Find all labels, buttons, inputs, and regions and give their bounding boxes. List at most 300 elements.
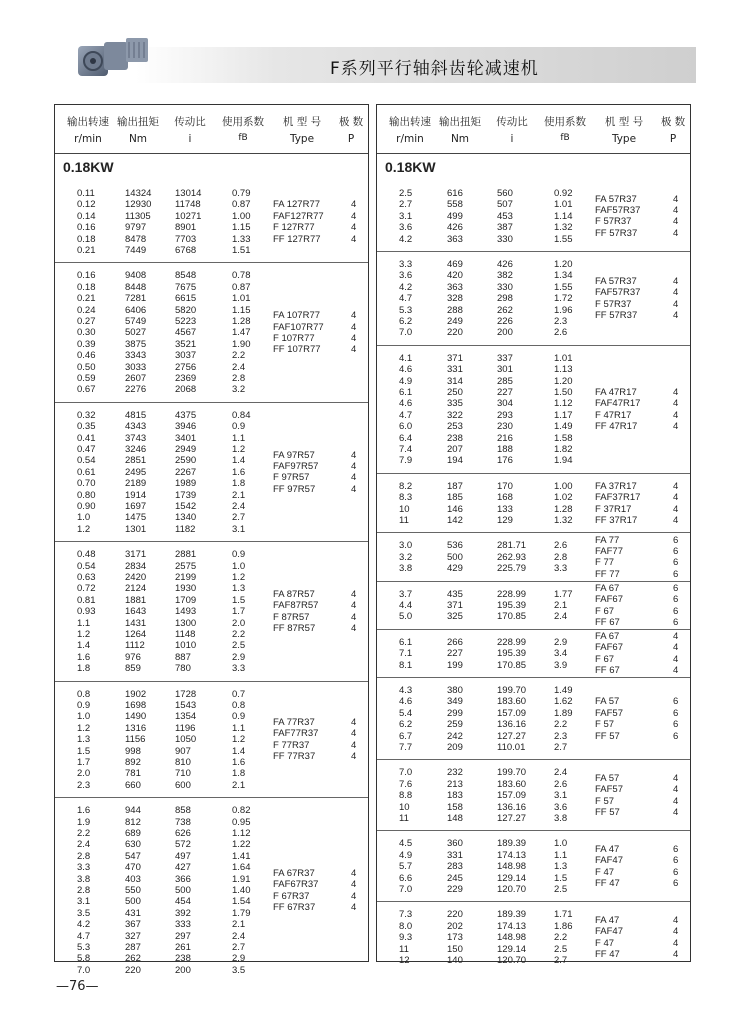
table-cell: 1.01 — [554, 352, 573, 364]
table-cell: 8901 — [175, 222, 197, 234]
table-cell: 0.87 — [232, 281, 251, 293]
column-header-unit: Type — [611, 133, 637, 145]
table-row — [55, 942, 368, 953]
pole-count: 4 — [673, 653, 679, 665]
model-row — [273, 879, 363, 890]
model-row — [595, 719, 685, 730]
table-cell: 1.90 — [232, 338, 251, 350]
table-cell: 199 — [447, 659, 463, 671]
table-cell: 1.0 — [77, 512, 91, 524]
model-type: F 57 — [595, 795, 615, 807]
table-cell: 2.5 — [554, 943, 568, 955]
model-type: FF 67 — [595, 665, 620, 677]
model-row — [595, 878, 685, 889]
table-cell: 2.9 — [232, 953, 246, 965]
table-cell: 2949 — [175, 443, 197, 455]
column-header-label: 输出扭矩 — [117, 116, 159, 128]
table-cell: 3.8 — [77, 873, 91, 885]
table-block — [377, 473, 690, 534]
table-cell: 1.2 — [232, 571, 246, 583]
pole-count: 4 — [351, 310, 357, 322]
model-row — [595, 642, 685, 653]
model-group — [273, 717, 363, 763]
table-cell: 301 — [497, 364, 513, 376]
page-header — [0, 0, 750, 96]
model-type: F 127R77 — [273, 222, 315, 234]
table-cell: 1.12 — [232, 827, 251, 839]
table-cell: 366 — [175, 873, 191, 885]
table-cell: 626 — [175, 827, 191, 839]
table-cell: 1490 — [125, 711, 147, 723]
model-row — [595, 696, 685, 707]
model-group — [595, 481, 685, 527]
column-header-unit: r/min — [74, 133, 102, 145]
model-type: FF 57 — [595, 730, 620, 742]
model-row — [595, 194, 685, 205]
table-cell: 249 — [447, 316, 463, 327]
table-cell: 7.0 — [399, 327, 413, 339]
table-cell: 127.27 — [497, 730, 527, 742]
model-type: F 87R57 — [273, 611, 310, 623]
table-cell: 213 — [447, 778, 463, 790]
table-cell: 427 — [175, 862, 191, 874]
table-cell: 1.7 — [232, 606, 246, 618]
table-row — [55, 384, 368, 395]
pole-count: 4 — [673, 492, 679, 504]
model-row — [595, 410, 685, 421]
pole-count: 4 — [351, 879, 357, 891]
model-type: F 47 — [595, 937, 615, 949]
table-cell: 2.4 — [232, 930, 246, 942]
table-cell: 998 — [125, 745, 141, 757]
table-row — [55, 433, 368, 444]
pole-count: 4 — [673, 409, 679, 421]
model-row — [595, 915, 685, 926]
pole-count: 4 — [351, 890, 357, 902]
table-cell: 2.9 — [232, 651, 246, 663]
table-row — [377, 327, 690, 338]
model-type: FA 67 — [595, 631, 620, 643]
table-cell: 1.14 — [554, 210, 573, 222]
table-cell: 173 — [447, 932, 463, 944]
table-cell: 1542 — [175, 500, 197, 512]
table-cell: 10 — [399, 503, 410, 515]
model-row — [595, 807, 685, 818]
table-cell: 2851 — [125, 455, 147, 467]
table-cell: 1739 — [175, 489, 197, 501]
table-row — [55, 817, 368, 828]
table-row — [377, 444, 690, 455]
model-row — [595, 949, 685, 960]
table-cell: 1.54 — [232, 896, 251, 908]
table-cell: 500 — [175, 884, 191, 896]
pole-count: 6 — [673, 844, 679, 856]
model-row — [595, 504, 685, 515]
table-block — [377, 759, 690, 831]
table-cell: 0.61 — [77, 466, 96, 478]
table-cell: 0.78 — [232, 270, 251, 282]
table-cell: 0.80 — [77, 489, 96, 501]
model-type: FF 57R37 — [595, 310, 638, 322]
table-cell: 266 — [447, 636, 463, 648]
model-type: FF 127R77 — [273, 233, 321, 245]
table-cell: 0.84 — [232, 409, 251, 421]
table-cell: 4.9 — [399, 375, 413, 387]
table-cell: 0.82 — [232, 805, 251, 817]
table-cell: 1.13 — [554, 364, 573, 376]
table-cell: 0.14 — [77, 210, 96, 222]
table-cell: 6.4 — [399, 432, 413, 444]
table-cell: 1.62 — [554, 696, 573, 708]
model-row — [273, 891, 363, 902]
table-cell: 4.4 — [399, 599, 413, 611]
table-cell: 2.8 — [232, 372, 246, 384]
table-cell: 314 — [447, 375, 463, 387]
table-row — [55, 839, 368, 850]
pole-count: 4 — [351, 600, 357, 612]
table-cell: 403 — [125, 873, 141, 885]
table-cell: 11 — [399, 812, 409, 824]
table-cell: 261 — [175, 941, 191, 953]
table-cell: 0.59 — [77, 372, 96, 384]
model-type: FAF67 — [595, 642, 623, 654]
table-cell: 133 — [497, 503, 513, 515]
model-row — [273, 211, 363, 222]
table-block — [377, 251, 690, 346]
table-cell: 560 — [497, 188, 513, 199]
table-cell: 228.99 — [497, 636, 527, 648]
table-cell: 3.3 — [399, 259, 413, 270]
table-cell: 1.77 — [554, 588, 573, 600]
table-cell: 536 — [447, 540, 463, 552]
table-block — [55, 262, 368, 402]
table-cell: 5820 — [175, 304, 197, 316]
table-row — [377, 433, 690, 444]
table-cell: 2.7 — [554, 954, 568, 966]
model-type: FA 107R77 — [273, 310, 321, 322]
table-cell: 2.1 — [232, 489, 246, 501]
model-type: FF 47 — [595, 878, 620, 890]
table-cell: 1.8 — [232, 768, 246, 780]
pole-count: 4 — [351, 199, 357, 211]
table-cell: 1.86 — [554, 920, 573, 932]
table-cell: 499 — [447, 210, 463, 222]
table-cell: 183 — [447, 790, 463, 802]
table-cell: 183.60 — [497, 778, 527, 790]
table-cell: 325 — [447, 611, 463, 623]
model-type: FAF37R17 — [595, 492, 641, 504]
table-cell: 7.1 — [399, 648, 413, 660]
table-cell: 0.54 — [77, 455, 96, 467]
table-cell: 859 — [125, 663, 141, 675]
table-row — [55, 245, 368, 256]
table-row — [55, 270, 368, 281]
table-cell: 1643 — [125, 606, 147, 618]
model-row — [595, 481, 685, 492]
model-type: FAF127R77 — [273, 210, 324, 222]
model-type: FAF57R37 — [595, 205, 641, 217]
model-row — [595, 617, 685, 628]
column-header-unit: i — [510, 133, 514, 145]
table-cell: 572 — [175, 839, 191, 851]
table-cell: 2.4 — [77, 839, 91, 851]
pole-count: 4 — [351, 233, 357, 245]
model-row — [595, 731, 685, 742]
table-cell: 1.15 — [232, 222, 251, 234]
model-type: FA 77R37 — [273, 717, 315, 729]
table-cell: 2495 — [125, 466, 147, 478]
table-cell: 327 — [125, 930, 141, 942]
model-row — [595, 844, 685, 855]
table-row — [55, 373, 368, 384]
table-cell: 1.28 — [554, 503, 573, 515]
table-cell: 1.12 — [554, 398, 573, 410]
model-type: F 57R37 — [595, 216, 632, 228]
table-cell: 4.2 — [77, 919, 91, 931]
power-label: 0.18KW — [385, 159, 436, 175]
table-cell: 2.6 — [554, 327, 568, 339]
model-group — [595, 773, 685, 819]
model-type: F 77 — [595, 557, 615, 569]
table-row — [55, 362, 368, 373]
table-cell: 1.2 — [77, 628, 91, 640]
table-cell: 1.3 — [77, 734, 91, 746]
table-cell: 262.93 — [497, 551, 527, 563]
table-cell: 2369 — [175, 372, 197, 384]
table-block — [377, 629, 690, 678]
pole-count: 6 — [673, 568, 679, 580]
table-cell: 1914 — [125, 489, 147, 501]
table-cell: 185 — [447, 492, 463, 504]
table-cell: 3.0 — [399, 540, 413, 552]
model-row — [273, 868, 363, 879]
table-cell: 1.32 — [554, 222, 573, 234]
table-cell: 1.89 — [554, 707, 573, 719]
table-cell: 3.3 — [77, 862, 91, 874]
pole-count: 4 — [351, 589, 357, 601]
model-row — [273, 222, 363, 233]
table-cell: 10 — [399, 801, 410, 813]
model-row — [595, 216, 685, 227]
pole-count: 6 — [673, 696, 679, 708]
table-cell: 220 — [125, 964, 141, 976]
table-cell: 8448 — [125, 281, 147, 293]
table-cell: 288 — [447, 304, 463, 316]
table-cell: 616 — [447, 188, 463, 199]
model-type: FA 47R17 — [595, 386, 637, 398]
table-cell: 0.9 — [77, 699, 91, 711]
table-row — [377, 685, 690, 696]
table-cell: 6.1 — [399, 386, 413, 398]
model-type: FF 77 — [595, 568, 620, 580]
table-cell: 1.00 — [232, 210, 251, 222]
table-row — [55, 689, 368, 700]
model-type: FA 57 — [595, 773, 620, 785]
table-row — [55, 640, 368, 651]
table-cell: 2756 — [175, 361, 197, 373]
model-group — [595, 583, 685, 629]
table-cell: 195.39 — [497, 648, 527, 660]
table-cell: 3.1 — [77, 896, 91, 908]
table-cell: 3343 — [125, 350, 147, 362]
table-cell: 168 — [497, 492, 513, 504]
model-row — [273, 472, 363, 483]
table-cell: 238 — [175, 953, 191, 965]
model-row — [273, 310, 363, 321]
table-cell: 371 — [447, 352, 463, 364]
table-cell: 2881 — [175, 549, 197, 561]
table-cell: 600 — [175, 779, 191, 791]
pole-count: 4 — [673, 310, 679, 322]
table-cell: 1930 — [175, 583, 197, 595]
table-cell: 7.0 — [399, 883, 413, 895]
table-cell: 1.79 — [232, 907, 251, 919]
model-type: FF 57 — [595, 807, 620, 819]
model-type: F 77R37 — [273, 739, 310, 751]
pole-count: 4 — [351, 728, 357, 740]
table-cell: 387 — [497, 222, 513, 234]
table-cell: 0.7 — [232, 688, 246, 700]
model-group — [595, 276, 685, 322]
table-left-column — [54, 104, 369, 976]
pole-count: 6 — [673, 730, 679, 742]
table-cell: 5.4 — [399, 707, 413, 719]
table-cell: 3037 — [175, 350, 197, 362]
table-cell: 293 — [497, 409, 513, 421]
model-row — [595, 310, 685, 321]
table-cell: 1543 — [175, 699, 197, 711]
table-cell: 1.4 — [232, 455, 246, 467]
pole-count: 6 — [673, 617, 679, 629]
table-right-column — [376, 104, 691, 966]
pole-count: 4 — [673, 937, 679, 949]
model-group — [595, 915, 685, 961]
table-cell: 3.4 — [554, 648, 568, 660]
model-type: FAF87R57 — [273, 600, 319, 612]
table-cell: 0.30 — [77, 327, 96, 339]
model-type: F 67 — [595, 605, 615, 617]
table-cell: 4567 — [175, 327, 197, 339]
table-cell: 3.9 — [554, 659, 568, 671]
table-cell: 1.01 — [554, 199, 573, 211]
model-row — [595, 492, 685, 503]
table-cell: 630 — [125, 839, 141, 851]
table-cell: 216 — [497, 432, 513, 444]
table-cell: 1697 — [125, 500, 147, 512]
table-cell: 2.7 — [399, 199, 413, 211]
table-cell: 3.5 — [77, 907, 91, 919]
table-cell: 2.4 — [554, 767, 568, 779]
table-cell: 0.12 — [77, 199, 96, 211]
pole-count: 4 — [351, 902, 357, 914]
table-cell: 11305 — [125, 210, 151, 222]
table-cell: 1.71 — [554, 909, 573, 921]
table-cell: 944 — [125, 805, 141, 817]
pole-count: 4 — [673, 216, 679, 228]
table-cell: 4815 — [125, 409, 147, 421]
table-cell: 170.85 — [497, 611, 527, 623]
table-cell: 1.3 — [554, 861, 568, 873]
model-row — [595, 515, 685, 526]
table-cell: 229 — [447, 883, 463, 895]
table-cell: 2.8 — [77, 850, 91, 862]
pole-count: 4 — [351, 344, 357, 356]
table-cell: 5.7 — [399, 861, 413, 873]
table-cell: 0.50 — [77, 361, 96, 373]
model-type: FA 57R37 — [595, 276, 637, 288]
model-type: FA 57 — [595, 696, 620, 708]
model-type: FA 87R57 — [273, 589, 315, 601]
pole-count: 4 — [673, 287, 679, 299]
table-cell: 382 — [497, 270, 513, 282]
table-cell: 207 — [447, 443, 463, 455]
column-header-label: 输出转速 — [67, 116, 109, 128]
pole-count: 4 — [673, 276, 679, 288]
table-cell: 194 — [447, 455, 463, 467]
table-cell: 3743 — [125, 432, 147, 444]
table-cell: 469 — [447, 259, 463, 270]
table-cell: 454 — [175, 896, 191, 908]
table-cell: 0.93 — [77, 606, 96, 618]
table-cell: 238 — [447, 432, 463, 444]
table-cell: 392 — [175, 907, 191, 919]
table-row — [377, 364, 690, 375]
pole-count: 4 — [673, 915, 679, 927]
table-cell: 1.20 — [554, 375, 573, 387]
model-row — [595, 665, 685, 676]
table-cell: 5.3 — [399, 304, 413, 316]
table-cell: 1.34 — [554, 270, 573, 282]
model-type: FAF67R37 — [273, 879, 319, 891]
column-header-unit: P — [347, 133, 355, 145]
table-cell: 4.6 — [399, 364, 413, 376]
table-cell: 1196 — [175, 722, 196, 734]
pole-count: 4 — [351, 333, 357, 345]
pole-count: 4 — [673, 795, 679, 807]
model-row — [595, 773, 685, 784]
table-block — [55, 541, 368, 681]
table-cell: 3.2 — [232, 384, 246, 396]
pole-count: 4 — [351, 751, 357, 763]
table-cell: 1989 — [175, 478, 197, 490]
table-cell: 2.5 — [554, 883, 568, 895]
table-cell: 507 — [497, 199, 513, 211]
table-row — [55, 524, 368, 535]
table-cell: 6.0 — [399, 421, 413, 433]
table-cell: 304 — [497, 398, 513, 410]
table-row — [55, 768, 368, 779]
table-cell: 2.9 — [554, 636, 568, 648]
table-block — [377, 581, 690, 630]
table-cell: 195.39 — [497, 599, 527, 611]
table-cell: 3171 — [125, 549, 147, 561]
model-type: FF 47R17 — [595, 421, 638, 433]
pole-count: 4 — [351, 222, 357, 234]
table-row — [377, 353, 690, 364]
model-group — [595, 387, 685, 433]
table-cell: 2.6 — [554, 778, 568, 790]
table-cell: 14324 — [125, 188, 152, 199]
table-cell: 1.5 — [77, 745, 91, 757]
table-cell: 0.35 — [77, 421, 96, 433]
table-cell: 349 — [447, 696, 463, 708]
column-header-unit: r/min — [396, 133, 424, 145]
table-cell: 1.01 — [232, 293, 251, 305]
table-cell: 2420 — [125, 571, 147, 583]
table-cell: 7449 — [125, 245, 147, 256]
model-type: F 57 — [595, 719, 615, 731]
table-cell: 199.70 — [497, 685, 527, 696]
